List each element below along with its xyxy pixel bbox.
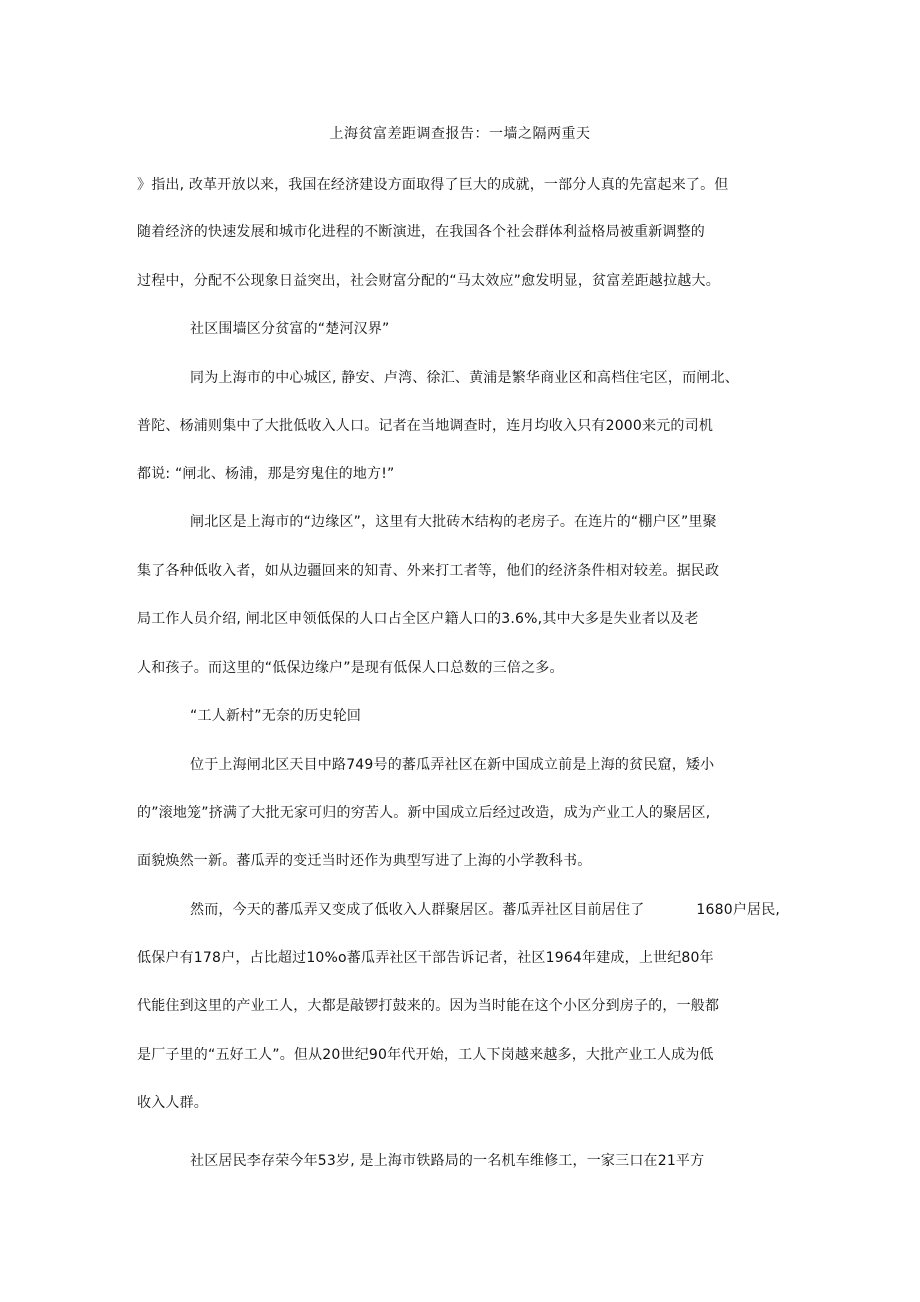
document-title: 上海贫富差距调查报告：一墙之隔两重天 [329,126,591,142]
paragraph-line: 闸北区是上海市的“边缘区”，这里有大批砖木结构的老房子。在连片的“棚户区”里聚 [190,514,717,530]
paragraph-line: 随着经济的快速发展和城市化进程的不断演进，在我国各个社会群体利益格局被重新调整的 [137,224,705,240]
paragraph-line: 集了各种低收入者，如从边疆回来的知青、外来打工者等，他们的经济条件相对较差。据民政 [137,563,720,579]
paragraph-line: 普陀、杨浦则集中了大批低收入人口。记者在当地调查时，连月均收入只有2000来元的司机 [137,418,714,434]
section-heading: “工人新村”无奈的历史轮回 [190,708,362,724]
paragraph-line: 代能住到这里的产业工人，大都是敲锣打鼓来的。因为当时能在这个小区分到房子的，一般都 [137,998,720,1014]
paragraph-line: 》指出, 改革开放以来，我国在经济建设方面取得了巨大的成就，一部分人真的先富起来了。但 [137,177,729,193]
paragraph-line: 低保户有178户，占比超过10%o蕃瓜弄社区干部告诉记者，社区1964年建成，上世纪80年 [137,950,714,966]
paragraph-line: 同为上海市的中心城区, 静安、卢湾、徐汇、黄浦是繁华商业区和高档住宅区，而闸北、 [190,370,739,386]
paragraph-line: 的”滚地笼”挤满了大批无家可归的穷苦人。新中国成立后经过改造，成为产业工人的聚居区, [137,805,711,821]
paragraph-line: 社区居民李存荣今年53岁, 是上海市铁路局的一名机车维修工，一家三口在21平方 [190,1153,705,1169]
paragraph-line: 都说: “闸北、杨浦，那是穷鬼住的地方!” [137,466,395,482]
paragraph-line [190,900,780,920]
paragraph-line: 面貌焕然一新。蕃瓜弄的变迁当时还作为典型写进了上海的小学教科书。 [137,853,592,869]
section-heading: 社区围墙区分贫富的“楚河汉界” [190,321,390,337]
paragraph-line: 过程中，分配不公现象日益突出，社会财富分配的“马太效应”愈发明显，贫富差距越拉越大。 [137,273,720,289]
paragraph-line: 局工作人员介绍, 闸北区申领低保的人口占全区户籍人口的3.6%,其中大多是失业者以及老 [137,611,699,627]
paragraph-line-part: 1680户居民, [696,902,781,918]
paragraph-line: 收入人群。 [137,1095,208,1111]
paragraph-line: 人和孩子。而这里的“低保边缘户”是现有低保人口总数的三倍之多。 [137,660,564,676]
paragraph-line: 位于上海闸北区天目中路749号的蕃瓜弄社区在新中国成立前是上海的贫民窟，矮小 [190,757,715,773]
paragraph-line: 是厂子里的“五好工人”。但从20世纪90年代开始，工人下岗越来越多，大批产业工人成为低 [137,1047,714,1063]
paragraph-line-part: 然而，今天的蕃瓜弄又变成了低收入人群聚居区。蕃瓜弄社区目前居住了 [190,902,645,918]
